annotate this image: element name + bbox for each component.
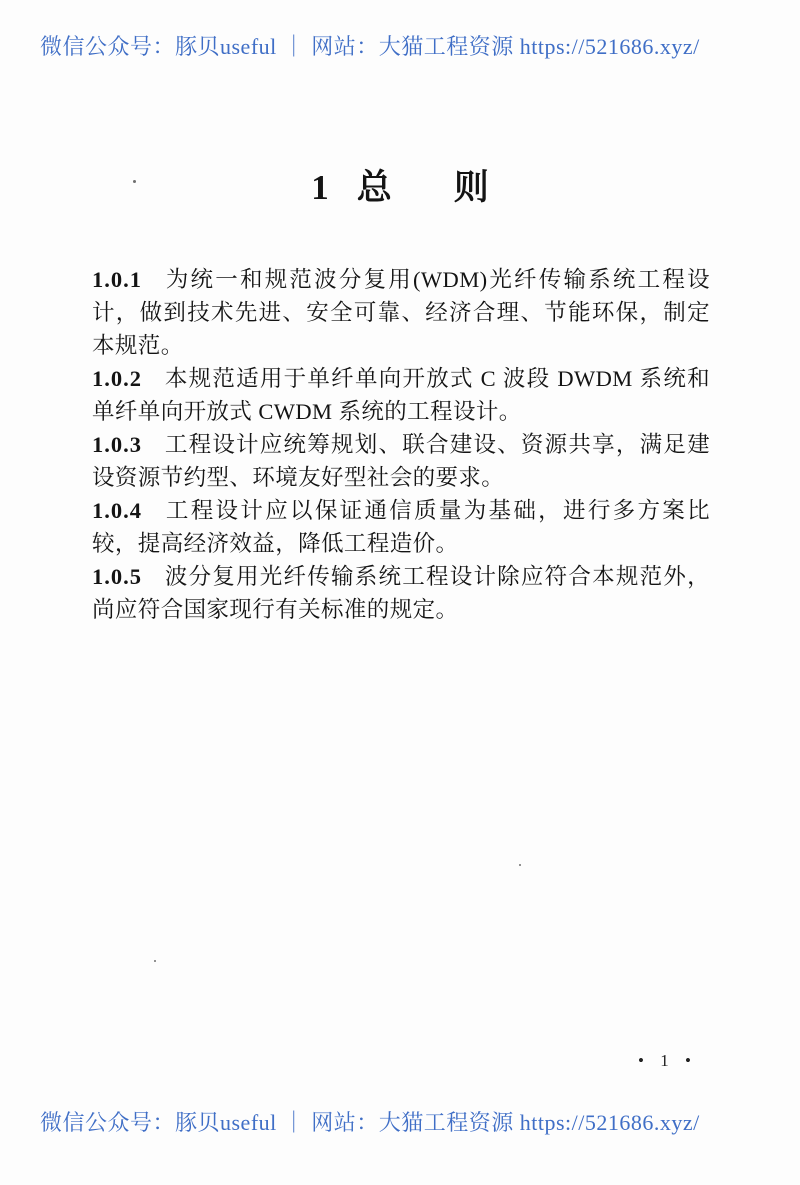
clause-text: 本规范适用于单纤单向开放式 C 波段 DWDM 系统和单纤单向开放式 CWDM 系统的工程设计。: [92, 366, 710, 424]
clause-number: 1.0.2: [92, 366, 142, 391]
clause-paragraph: [92, 263, 710, 362]
clause-number: 1.0.4: [92, 498, 142, 523]
chapter-word-right: 则: [453, 168, 489, 207]
clause-number: 1.0.5: [92, 564, 142, 589]
clause-number: 1.0.3: [92, 432, 142, 457]
watermark-top: 微信公众号：豚贝useful ｜ 网站：大猫工程资源 https://521686.xyz/: [40, 34, 700, 59]
scan-speck: [519, 864, 521, 866]
scan-speck: [133, 180, 136, 183]
clause-text: 波分复用光纤传输系统工程设计除应符合本规范外，尚应符合国家现行有关标准的规定。: [92, 564, 710, 622]
clause-text: 工程设计应以保证通信质量为基础，进行多方案比较，提高经济效益，降低工程造价。: [92, 498, 710, 556]
body-text: [92, 263, 710, 626]
clause-number: 1.0.1: [92, 267, 142, 292]
clause-paragraph: [92, 560, 710, 626]
clause-paragraph: [92, 362, 710, 428]
page-number: • 1 •: [638, 1051, 697, 1070]
scan-speck: [154, 960, 156, 962]
clause-text: 为统一和规范波分复用(WDM)光纤传输系统工程设计，做到技术先进、安全可靠、经济合理、节能环保，制定本规范。: [92, 267, 710, 358]
chapter-word-left: 总: [356, 168, 392, 207]
clause-paragraph: [92, 428, 710, 494]
clause-text: 工程设计应统筹规划、联合建设、资源共享，满足建设资源节约型、环境友好型社会的要求。: [92, 432, 710, 490]
clause-paragraph: [92, 494, 710, 560]
watermark-bottom: 微信公众号：豚贝useful ｜ 网站：大猫工程资源 https://521686.xyz/: [40, 1110, 700, 1135]
chapter-number: 1: [311, 168, 329, 207]
chapter-title: [0, 160, 800, 210]
